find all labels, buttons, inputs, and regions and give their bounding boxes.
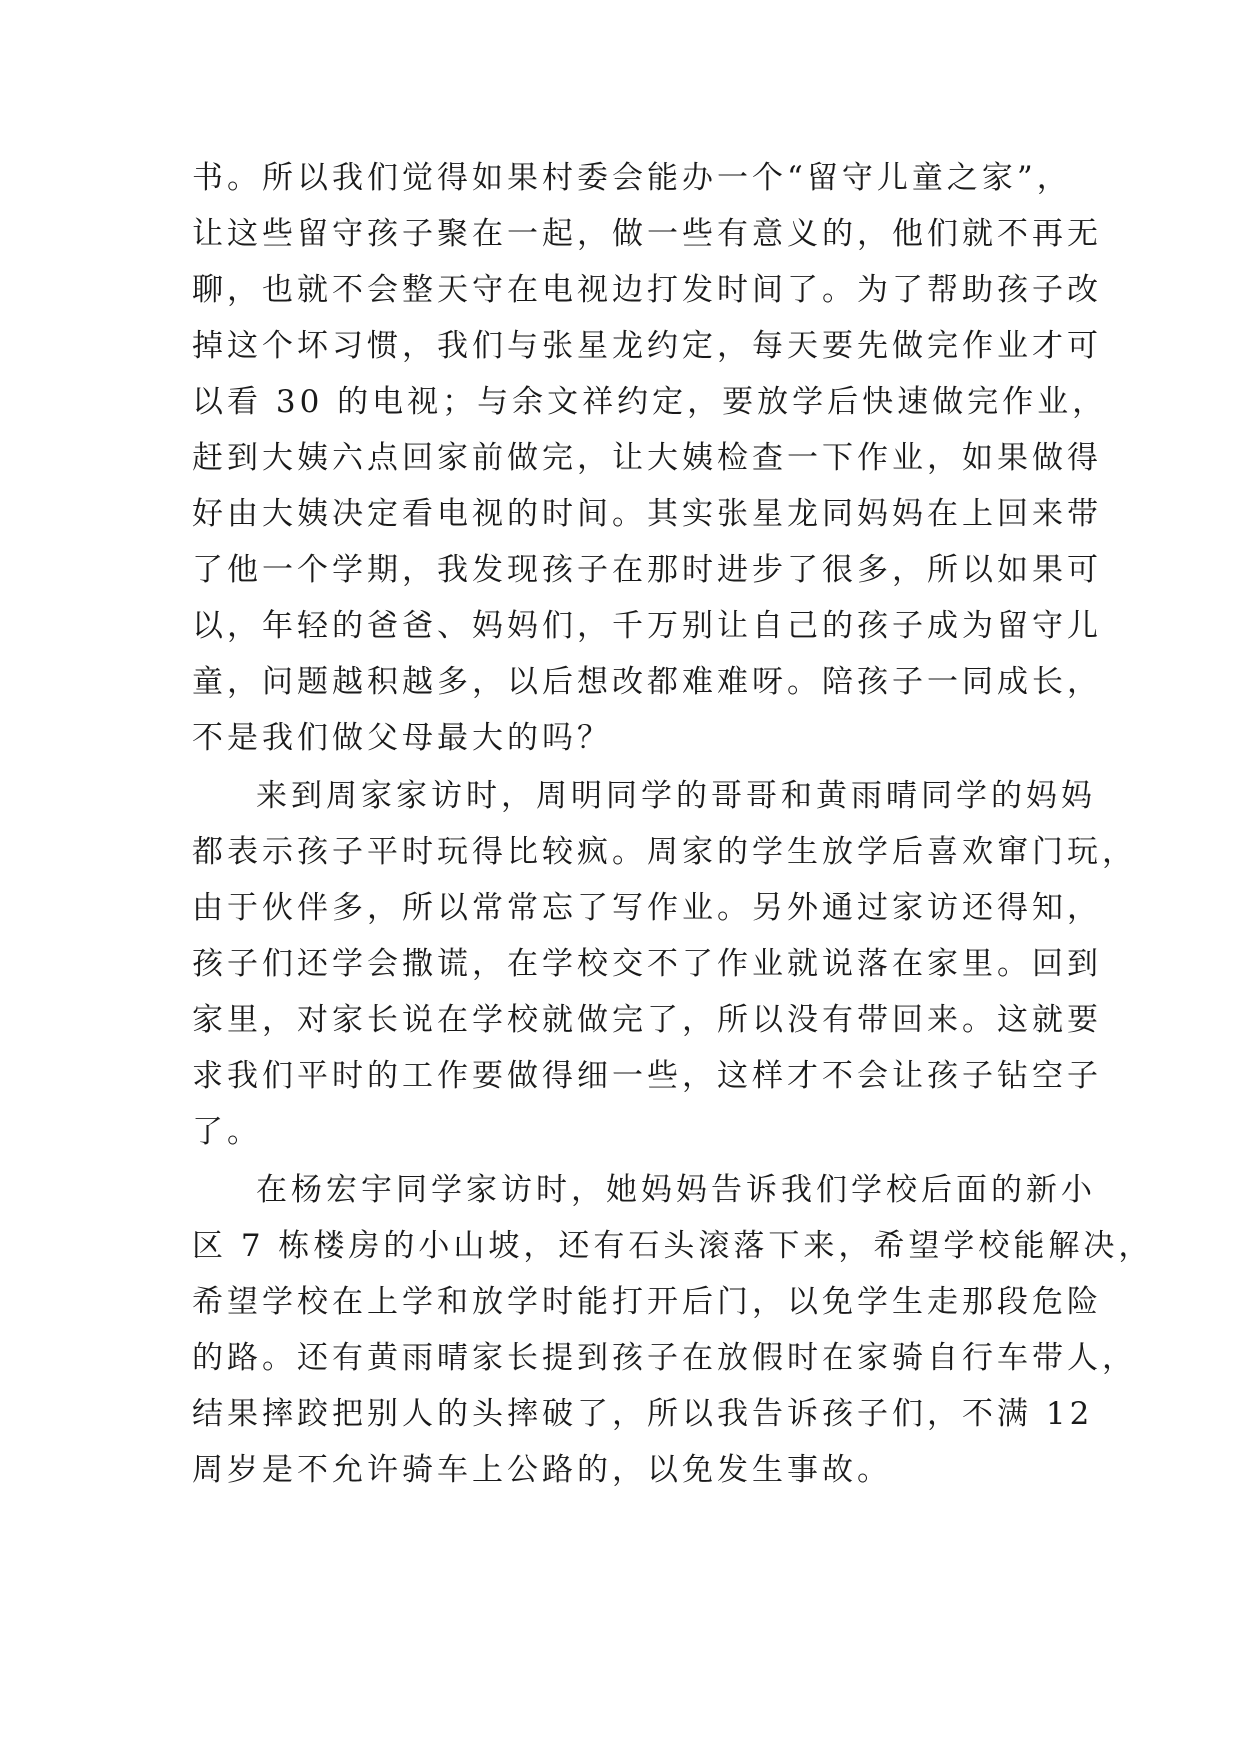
text-line: 的路。还有黄雨晴家长提到孩子在放假时在家骑自行车带人， [192, 1340, 1137, 1376]
text-line: 好由大姨决定看电视的时间。其实张星龙同妈妈在上回来带 [192, 496, 1102, 532]
text-line: 童，问题越积越多，以后想改都难难呀。陪孩子一同成长， [192, 664, 1102, 700]
text-line: 聊，也就不会整天守在电视边打发时间了。为了帮助孩子改 [192, 272, 1102, 308]
text-line: 家里，对家长说在学校就做完了，所以没有带回来。这就要 [192, 1002, 1102, 1038]
text-line: 区 7 栋楼房的小山坡，还有石头滚落下来，希望学校能解决， [192, 1228, 1154, 1264]
document-page [192, 150, 1154, 1500]
text-line: 书。所以我们觉得如果村委会能办一个“留守儿童之家”， [192, 160, 1072, 196]
paragraph-3 [192, 1162, 1154, 1498]
text-line: 都表示孩子平时玩得比较疯。周家的学生放学后喜欢窜门玩， [192, 834, 1137, 870]
text-line: 求我们平时的工作要做得细一些，这样才不会让孩子钻空子 [192, 1058, 1102, 1094]
text-line-indented: 在杨宏宇同学家访时，她妈妈告诉我们学校后面的新小 [256, 1172, 1096, 1208]
text-line: 孩子们还学会撒谎，在学校交不了作业就说落在家里。回到 [192, 946, 1102, 982]
text-line: 了。 [192, 1114, 262, 1150]
text-line: 了他一个学期，我发现孩子在那时进步了很多，所以如果可 [192, 552, 1102, 588]
text-line: 由于伙伴多，所以常常忘了写作业。另外通过家访还得知， [192, 890, 1102, 926]
text-line: 结果摔跤把别人的头摔破了，所以我告诉孩子们，不满 12 [192, 1396, 1094, 1432]
text-line: 让这些留守孩子聚在一起，做一些有意义的，他们就不再无 [192, 216, 1102, 252]
paragraph-2 [192, 768, 1137, 1160]
text-line: 不是我们做父母最大的吗？ [192, 720, 612, 756]
text-line-indented: 来到周家家访时，周明同学的哥哥和黄雨晴同学的妈妈 [256, 778, 1096, 814]
text-line: 赶到大姨六点回家前做完，让大姨检查一下作业，如果做得 [192, 440, 1102, 476]
text-line: 以，年轻的爸爸、妈妈们，千万别让自己的孩子成为留守儿 [192, 608, 1102, 644]
text-line: 掉这个坏习惯，我们与张星龙约定，每天要先做完作业才可 [192, 328, 1102, 364]
text-line: 以看 30 的电视；与余文祥约定，要放学后快速做完作业， [192, 384, 1108, 420]
text-line: 周岁是不允许骑车上公路的，以免发生事故。 [192, 1452, 892, 1488]
paragraph-1 [192, 150, 1108, 766]
text-line: 希望学校在上学和放学时能打开后门，以免学生走那段危险 [192, 1284, 1102, 1320]
